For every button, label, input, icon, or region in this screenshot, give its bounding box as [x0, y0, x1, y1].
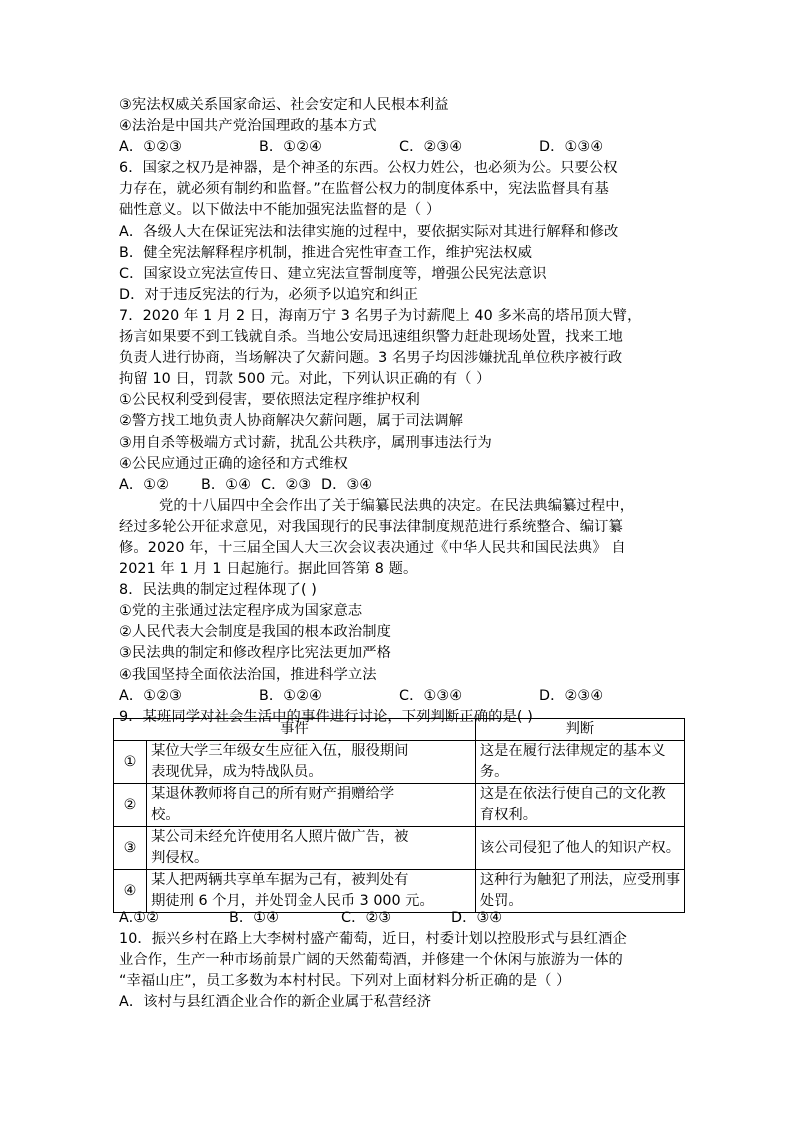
q7-option-c: C．②③ — [261, 476, 312, 493]
q7-options — [119, 475, 689, 496]
table-row — [114, 827, 685, 870]
q10-stem-line: 业合作，生产一种市场前景广阔的天然葡萄酒，并修建一个休闲与旅游为一体的 — [119, 952, 623, 969]
q7-stem-line: 负责人进行协商，当场解决了欠薪问题。3 名男子均因涉嫌扰乱单位秩序被行政 — [119, 350, 623, 367]
q9-option-a: A.①② — [119, 910, 160, 926]
table-header-row — [114, 719, 685, 741]
judgement-text: 务。 — [479, 764, 509, 780]
q7-option-a: A．①② — [119, 476, 170, 493]
q10-stem-line: “幸福山庄”，员工多数为本村村民。下列对上面材料分析正确的是（ ） — [119, 973, 571, 990]
exam-page — [119, 95, 689, 728]
q6-option-b: B．健全宪法解释程序机制，推进合宪性审查工作，维护宪法权威 — [119, 244, 533, 261]
judgement-cell — [475, 827, 684, 870]
event-text: 校。 — [151, 807, 180, 823]
judgement-text: 这种行为触犯了刑法，应受刑事 — [479, 872, 680, 888]
judgement-cell — [475, 870, 684, 913]
material-line: 经过多轮公开征求意见，对我国现行的民事法律制度规范进行系统整合、编订纂 — [119, 518, 623, 535]
judgement-text: 这是在履行法律规定的基本义 — [479, 743, 666, 759]
event-text: 某退休教师将自己的所有财产捐赠给学 — [151, 786, 395, 802]
row-number: ② — [114, 784, 147, 827]
q7-option-b: B．①④ — [201, 476, 252, 493]
event-cell — [147, 784, 476, 827]
q7-stem-line: 7．2020 年 1 月 2 日，海南万宁 3 名男子为讨薪爬上 40 多米高的塔吊顶大臂， — [119, 307, 642, 324]
q6-stem-line: 6．国家之权乃是神器，是个神圣的东西。公权力姓公，也必须为公。只要公权 — [119, 160, 618, 177]
q5-option-a: A．①②③ — [119, 139, 183, 156]
row-number: ④ — [114, 870, 147, 913]
q10-option-a: A．该村与县红酒企业合作的新企业属于私营经济 — [119, 994, 432, 1011]
q7-option-d: D．③④ — [321, 476, 373, 493]
q6-option-a: A．各级人大在保证宪法和法律实施的过程中，要依据实际对其进行解释和修改 — [119, 223, 619, 240]
judgement-cell — [475, 741, 684, 784]
q10-stem-line: 10．振兴乡村在路上大李树村盛产葡萄，近日，村委计划以控股形式与县红酒企 — [119, 931, 627, 948]
q8-option-c: C．①③④ — [399, 687, 463, 704]
table-row — [114, 870, 685, 913]
q6-stem-line: 力存在，就必须有制约和监督。”在监督公权力的制度体系中，宪法监督具有基 — [119, 181, 609, 198]
material-line: 修。2020 年，十三届全国人大三次会议表决通过《中华人民共和国民法典》 自 — [119, 539, 626, 556]
event-text: 某公司未经允许使用名人照片做广告，被 — [151, 829, 409, 845]
q5-option-d: D．①③④ — [539, 139, 604, 156]
table-row — [114, 784, 685, 827]
q9-stem: 9．某班同学对社会生活中的事件进行讨论，下列判断正确的是( ) — [119, 708, 533, 725]
q8-option-b: B．①②④ — [259, 687, 323, 704]
q8-item-4: ④我国坚持全面依法治国，推进科学立法 — [119, 666, 377, 683]
q9-option-c: C．②③ — [341, 910, 392, 926]
q7-item-3: ③用自杀等极端方式讨薪，扰乱公共秩序，属刑事违法行为 — [119, 434, 492, 451]
q5-item-3: ③宪法权威关系国家命运、社会安定和人民根本利益 — [119, 97, 449, 113]
q7-item-1: ①公民权利受到侵害，要依照法定程序维护权利 — [119, 392, 420, 409]
q7-item-4: ④公民应通过正确的途径和方式维权 — [119, 455, 348, 472]
material-line: 党的十八届四中全会作出了关于编纂民法典的决定。在民法典编纂过程中， — [159, 497, 635, 514]
event-cell — [147, 827, 476, 870]
q8-item-3: ③民法典的制定和修改程序比宪法更加严格 — [119, 645, 392, 662]
q8-option-a: A．①②③ — [119, 687, 183, 704]
judgement-text: 这是在依法行使自己的文化教 — [479, 786, 666, 802]
event-text: 某位大学三年级女生应征入伍，服役期间 — [151, 743, 409, 759]
q8-item-1: ①党的主张通过法定程序成为国家意志 — [119, 603, 363, 620]
column-header-event: 事件 — [114, 719, 476, 741]
after-table — [119, 908, 689, 1013]
q7-item-2: ②警方找工地负责人协商解决欠薪问题，属于司法调解 — [119, 413, 464, 430]
material-line: 2021 年 1 月 1 日起施行。据此回答第 8 题。 — [119, 561, 418, 578]
event-text: 表现优异，成为特战队员。 — [151, 764, 323, 780]
event-text: 判侵权。 — [151, 850, 209, 866]
q5-item-4: ④法治是中国共产党治国理政的基本方式 — [119, 118, 377, 135]
q5-option-c: C．②③④ — [399, 139, 463, 156]
q8-item-2: ②人民代表大会制度是我国的根本政治制度 — [119, 624, 392, 641]
event-cell — [147, 741, 476, 784]
q8-options — [119, 686, 689, 707]
row-number: ① — [114, 741, 147, 784]
q5-option-b: B．①②④ — [259, 139, 323, 156]
q6-option-c: C．国家设立宪法宣传日、建立宪法宣誓制度等，增强公民宪法意识 — [119, 265, 547, 282]
event-cell — [147, 870, 476, 913]
q5-options — [119, 137, 689, 158]
q8-option-d: D．②③④ — [539, 687, 604, 704]
q6-option-d: D．对于违反宪法的行为，必须予以追究和纠正 — [119, 286, 419, 303]
q7-stem-line: 扬言如果要不到工钱就自杀。当地公安局迅速组织警力赶赴现场处置，找来工地 — [119, 329, 623, 346]
table-row — [114, 741, 685, 784]
judgement-text: 育权利。 — [479, 807, 538, 823]
q9-options — [119, 908, 689, 929]
q8-stem: 8．民法典的制定过程体现了( ) — [119, 582, 317, 599]
q7-stem-line: 拘留 10 日，罚款 500 元。对此，下列认识正确的有（ ） — [119, 371, 491, 388]
q6-stem-line: 础性意义。以下做法中不能加强宪法监督的是（ ） — [119, 202, 441, 219]
event-text: 期徒刑 6 个月，并处罚金人民币 3 000 元。 — [151, 893, 434, 909]
judgement-text: 处罚。 — [479, 893, 523, 909]
event-text: 某人把两辆共享单车据为己有，被判处有 — [151, 872, 409, 888]
q9-option-b: B．①④ — [229, 910, 280, 926]
judgement-cell — [475, 784, 684, 827]
q9-option-d: D．③④ — [451, 910, 503, 926]
judgement-text: 该公司侵犯了他人的知识产权。 — [479, 839, 680, 856]
column-header-judgement: 判断 — [475, 719, 684, 741]
row-number: ③ — [114, 827, 147, 870]
q9-table — [113, 718, 685, 913]
